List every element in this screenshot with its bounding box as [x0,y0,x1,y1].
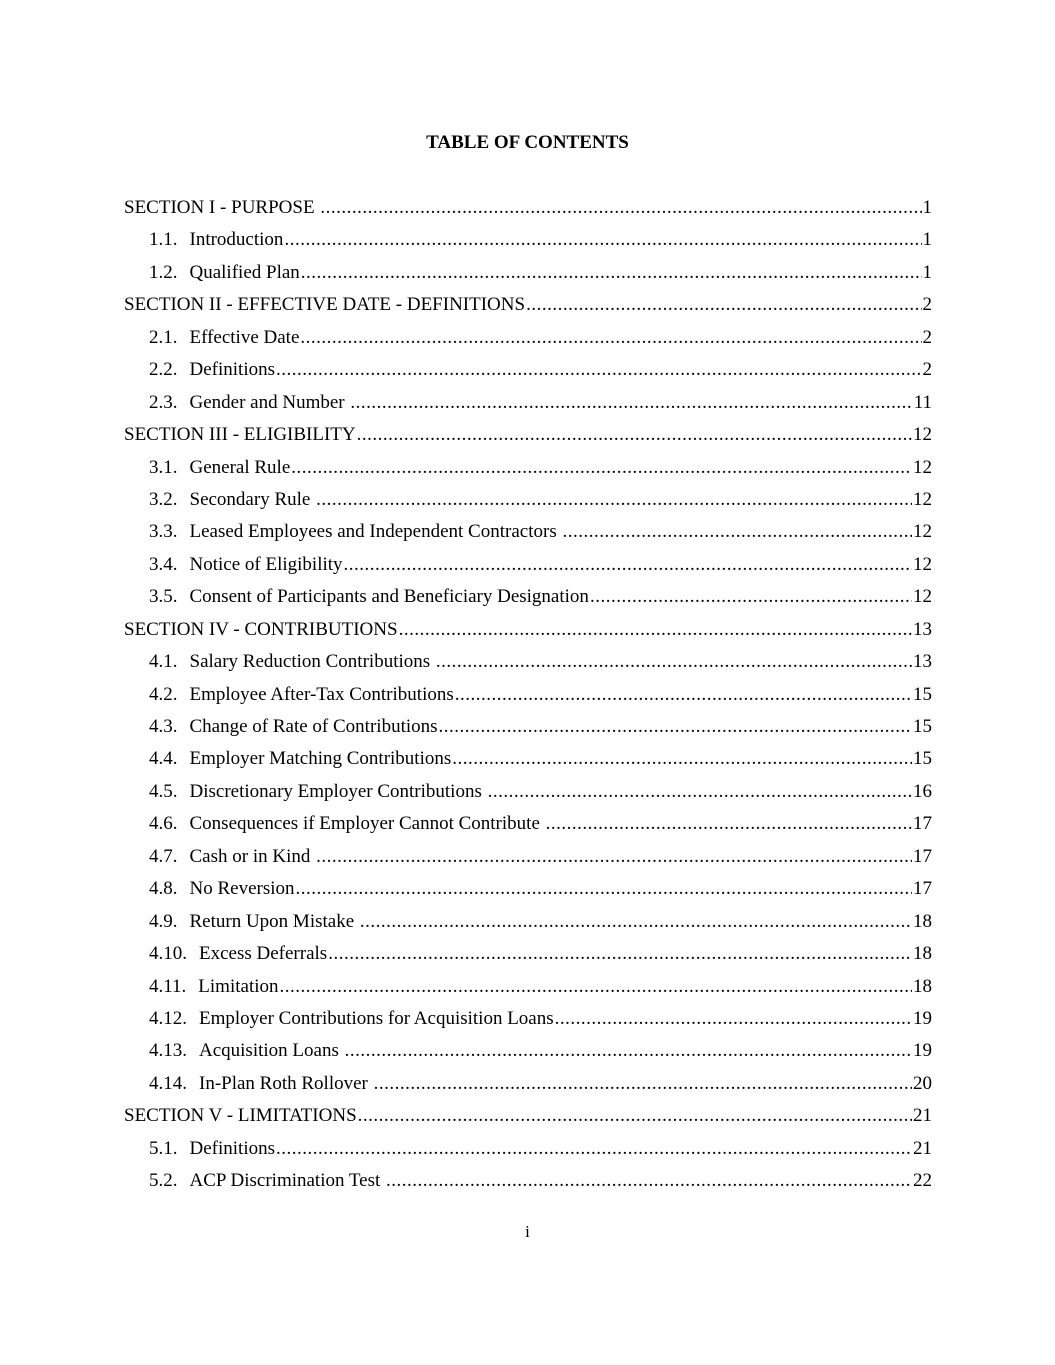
toc-dot-leader [488,780,912,804]
toc-subsection-entry[interactable] [124,812,932,844]
toc-subsection-entry[interactable] [124,488,932,520]
toc-dot-leader [345,1039,912,1063]
toc-entry-number: 4.12. [149,1007,187,1029]
toc-entry-label: Effective Date [189,326,300,348]
toc-entry-page: 13 [913,651,932,673]
toc-subsection-entry[interactable] [124,942,932,974]
toc-dot-leader [328,942,912,966]
toc-entry-page: 2 [922,326,932,348]
toc-entry-page: 22 [913,1170,932,1192]
toc-entry-label: Notice of Eligibility [189,553,343,575]
toc-dot-leader [284,228,921,252]
toc-entry-number: 1.2. [149,261,178,283]
toc-entry-number: 4.10. [149,943,187,965]
toc-subsection-entry[interactable] [124,1072,932,1104]
toc-entry-page: 11 [913,391,932,413]
toc-entry-label: SECTION I - PURPOSE [124,197,320,218]
toc-entry-page: 2 [922,294,932,316]
toc-subsection-entry[interactable] [124,1169,932,1201]
toc-dot-leader [360,910,912,934]
toc-subsection-entry[interactable] [124,747,932,779]
toc-entry-number: 2.2. [149,359,178,381]
toc-subsection-entry[interactable] [124,520,932,552]
toc-subsection-entry[interactable] [124,358,932,390]
toc-dot-leader [555,1007,912,1031]
toc-entry-label: Definitions [189,359,275,381]
toc-entry-label: Consent of Participants and Beneficiary Designation [189,586,589,608]
toc-entry-page: 12 [913,456,932,478]
toc-entry-number: 4.1. [149,651,178,673]
toc-entry-number: 1.1. [149,229,178,251]
toc-subsection-entry[interactable] [124,877,932,909]
toc-entry-number: 4.2. [149,683,178,705]
toc-entry-page: 20 [913,1072,932,1094]
toc-entry-page: 1 [922,261,932,283]
toc-entry-label: SECTION IV - CONTRIBUTIONS [124,618,398,640]
toc-entry-page: 18 [913,943,932,965]
toc-dot-leader [280,975,912,999]
toc-dot-leader [316,845,912,869]
toc-entry-label: Gender and Number [189,391,350,413]
toc-entry-page: 16 [913,780,932,802]
toc-subsection-entry[interactable] [124,553,932,585]
toc-entry-page: 13 [913,618,932,640]
toc-entry-number: 2.1. [149,326,178,348]
page-number: i [525,1222,530,1241]
toc-entry-page: 15 [913,748,932,770]
toc-entry-number: 5.1. [149,1137,178,1159]
toc-entry-label: Change of Rate of Contributions [189,716,438,737]
toc-entry-number: 3.5. [149,586,178,608]
table-of-contents [124,196,932,1202]
toc-entry-page: 12 [913,553,932,575]
toc-entry-label: In-Plan Roth Rollover [199,1072,373,1094]
toc-entry-label: Definitions [189,1137,275,1159]
toc-entry-page: 19 [913,1007,932,1029]
toc-entry-page: 12 [913,424,932,446]
toc-section-entry[interactable] [124,293,932,325]
toc-entry-label: Consequences if Employer Cannot Contribute [189,813,545,835]
toc-dot-leader [374,1072,912,1096]
toc-entry-label: No Reversion [189,878,295,900]
toc-subsection-entry[interactable] [124,391,932,423]
page-title: TABLE OF CONTENTS [426,132,629,153]
toc-dot-leader [350,391,912,415]
toc-dot-leader [300,326,921,350]
toc-entry-page: 1 [922,229,932,251]
toc-entry-page: 12 [913,488,932,510]
toc-subsection-entry[interactable] [124,910,932,942]
toc-entry-number: 3.1. [149,456,178,478]
toc-subsection-entry[interactable] [124,585,932,617]
toc-subsection-entry[interactable] [124,1039,932,1071]
toc-entry-label: Introduction [189,229,284,251]
toc-dot-leader [546,812,912,836]
toc-entry-number: 4.9. [149,910,178,932]
toc-entry-number: 4.14. [149,1072,187,1094]
toc-entry-page: 18 [913,975,932,997]
toc-entry-label: Limitation [198,975,279,997]
toc-dot-leader [590,585,912,609]
toc-dot-leader [439,715,912,739]
toc-entry-page: 15 [913,716,932,737]
toc-entry-label: Employee After-Tax Contributions [189,683,454,705]
toc-entry-page: 12 [913,586,932,608]
toc-dot-leader [296,877,912,901]
toc-subsection-entry[interactable] [124,326,932,358]
toc-entry-label: SECTION III - ELIGIBILITY [124,424,356,446]
toc-dot-leader [301,261,922,285]
toc-entry-page: 12 [913,521,932,543]
toc-entry-number: 3.2. [149,488,178,510]
toc-entry-page: 1 [922,197,932,218]
toc-entry-page: 19 [913,1040,932,1062]
toc-entry-label: SECTION II - EFFECTIVE DATE - DEFINITIONS [124,294,526,316]
toc-dot-leader [276,1137,912,1161]
toc-dot-leader [399,618,912,642]
toc-subsection-entry[interactable] [124,845,932,877]
toc-section-entry[interactable] [124,618,932,650]
toc-entry-page: 17 [913,878,932,900]
toc-subsection-entry[interactable] [124,975,932,1007]
toc-entry-label: Excess Deferrals [199,943,328,965]
toc-entry-page: 21 [913,1105,932,1127]
toc-section-entry[interactable] [124,423,932,455]
toc-entry-number: 4.11. [149,975,187,997]
toc-entry-number: 4.3. [149,716,178,737]
toc-entry-number: 3.4. [149,553,178,575]
toc-section-entry[interactable] [124,196,932,228]
toc-subsection-entry[interactable] [124,650,932,682]
toc-entry-number: 4.7. [149,845,178,867]
toc-entry-page: 17 [913,813,932,835]
toc-dot-leader [316,488,912,512]
toc-entry-number: 2.3. [149,391,178,413]
toc-entry-number: 4.5. [149,780,178,802]
toc-entry-page: 2 [922,359,932,381]
toc-entry-number: 4.6. [149,813,178,835]
toc-dot-leader [276,358,922,382]
toc-entry-label: Salary Reduction Contributions [189,651,435,673]
toc-dot-leader [291,456,912,480]
toc-entry-page: 18 [913,910,932,932]
toc-entry-page: 15 [913,683,932,705]
toc-subsection-entry[interactable] [124,715,932,747]
toc-dot-leader [344,553,912,577]
toc-dot-leader [526,293,921,317]
toc-entry-label: Leased Employees and Independent Contractors [189,521,562,543]
toc-entry-number: 4.4. [149,748,178,770]
toc-subsection-entry[interactable] [124,780,932,812]
toc-entry-label: SECTION V - LIMITATIONS [124,1105,357,1127]
toc-dot-leader [562,520,912,544]
toc-entry-page: 17 [913,845,932,867]
toc-entry-label: Employer Contributions for Acquisition Loans [199,1007,554,1029]
toc-dot-leader [320,196,921,220]
toc-dot-leader [357,423,912,447]
toc-dot-leader [455,683,912,707]
toc-dot-leader [436,650,912,674]
toc-dot-leader [452,747,912,771]
toc-subsection-entry[interactable] [124,456,932,488]
toc-entry-number: 4.8. [149,878,178,900]
toc-entry-label: Acquisition Loans [199,1040,344,1062]
toc-subsection-entry[interactable] [124,228,932,260]
toc-subsection-entry[interactable] [124,261,932,293]
toc-entry-label: Discretionary Employer Contributions [189,780,487,802]
toc-subsection-entry[interactable] [124,683,932,715]
toc-dot-leader [358,1104,912,1128]
toc-entry-label: Secondary Rule [189,488,316,510]
toc-entry-number: 4.13. [149,1040,187,1062]
toc-subsection-entry[interactable] [124,1007,932,1039]
toc-entry-label: Qualified Plan [189,261,300,283]
toc-subsection-entry[interactable] [124,1137,932,1169]
toc-entry-label: Return Upon Mistake [189,910,359,932]
toc-entry-label: Cash or in Kind [189,845,316,867]
toc-entry-page: 21 [913,1137,932,1159]
toc-entry-number: 5.2. [149,1170,178,1192]
toc-section-entry[interactable] [124,1104,932,1136]
toc-entry-number: 3.3. [149,521,178,543]
toc-dot-leader [386,1169,912,1193]
toc-entry-label: ACP Discrimination Test [189,1170,386,1192]
toc-entry-label: General Rule [189,456,291,478]
toc-entry-label: Employer Matching Contributions [189,748,452,770]
